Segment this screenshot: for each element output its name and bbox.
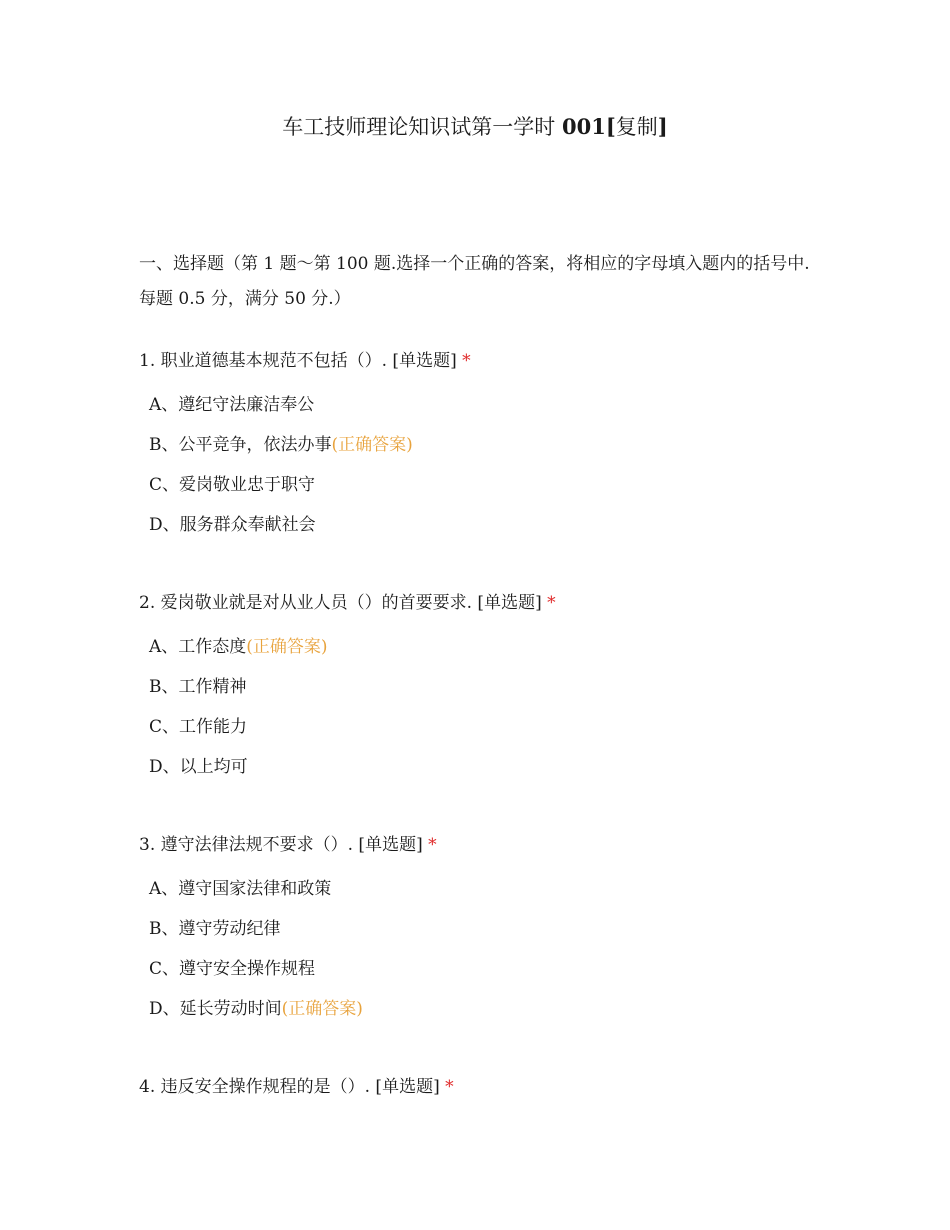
section-instructions: 一、选择题（第 1 题～第 100 题.选择一个正确的答案，将相应的字母填入题内的括号中.每题 0.5 分，满分 50 分.） [139,254,810,309]
question-text: 3. 遵守法律法规不要求（）. [单选题] [139,835,423,855]
option-c[interactable] [149,957,839,981]
option-text: D、服务群众奉献社会 [149,515,316,535]
title-close: ] [657,114,668,139]
option-text: D、以上均可 [149,757,248,777]
correct-answer-tag: (正确答案) [281,999,363,1019]
option-a[interactable] [149,877,839,901]
required-asterisk: * [547,593,556,613]
required-asterisk: * [462,351,471,371]
options-list [139,635,839,779]
option-c[interactable] [149,473,839,497]
option-text: A、遵守国家法律和政策 [149,879,332,899]
option-b[interactable] [149,917,839,941]
options-list [139,393,839,537]
option-c[interactable] [149,715,839,739]
option-a[interactable] [149,393,839,417]
page-title [0,113,950,141]
question-text: 2. 爱岗敬业就是对从业人员（）的首要要求. [单选题] [139,593,542,613]
option-b[interactable] [149,433,839,457]
question-4 [139,1075,839,1119]
question-3 [139,833,839,1037]
required-asterisk: * [445,1077,454,1097]
question-stem [139,591,839,615]
correct-answer-tag: (正确答案) [246,637,328,657]
title-code: 001[ [561,114,616,139]
question-stem [139,1075,839,1099]
title-main: 车工技师理论知识试第一学时 [282,115,562,139]
option-b[interactable] [149,675,839,699]
question-text: 4. 违反安全操作规程的是（）. [单选题] [139,1077,440,1097]
option-text: B、工作精神 [149,677,247,697]
question-stem [139,349,839,373]
question-1 [139,349,839,553]
correct-answer-tag: (正确答案) [331,435,413,455]
option-text: C、工作能力 [149,717,248,737]
option-a[interactable] [149,635,839,659]
option-text: C、爱岗敬业忠于职守 [149,475,316,495]
title-tail: 复制 [615,115,658,139]
option-text: B、遵守劳动纪律 [149,919,281,939]
option-d[interactable] [149,513,839,537]
question-2 [139,591,839,795]
options-list [139,877,839,1021]
question-text: 1. 职业道德基本规范不包括（）. [单选题] [139,351,457,371]
option-text: A、工作态度 [149,637,247,657]
required-asterisk: * [428,835,437,855]
option-text: A、遵纪守法廉洁奉公 [149,395,315,415]
option-d[interactable] [149,997,839,1021]
option-text: B、公平竞争，依法办事 [149,435,332,455]
option-text: D、延长劳动时间 [149,999,282,1019]
option-text: C、遵守安全操作规程 [149,959,316,979]
question-stem [139,833,839,857]
option-d[interactable] [149,755,839,779]
